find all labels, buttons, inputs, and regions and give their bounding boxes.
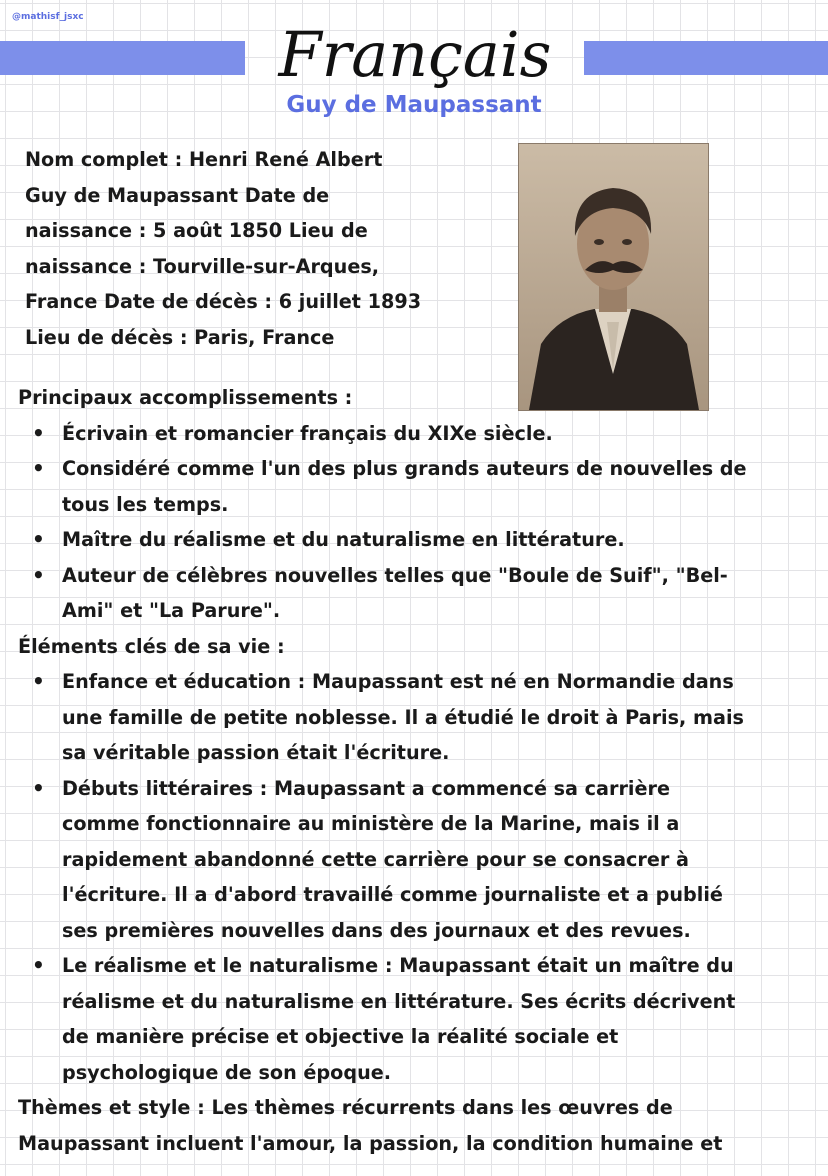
- life-list: [18, 664, 818, 1090]
- list-item-text: de manière précise et objective la réalité sociale et: [62, 1025, 619, 1048]
- list-item-text: tous les temps.: [62, 492, 229, 516]
- page-subtitle: Guy de Maupassant: [286, 92, 542, 118]
- list-item-text: • Débuts littéraires : Maupassant a commencé sa carrière: [62, 776, 670, 800]
- bio-line: Lieu de décès : Paris, France: [25, 325, 335, 349]
- list-item-text: • Considéré comme l'un des plus grands auteurs de nouvelles de: [62, 457, 747, 480]
- bio-line: naissance : 5 août 1850 Lieu de: [25, 219, 368, 242]
- list-item: [18, 771, 818, 949]
- bio-block: [25, 142, 495, 355]
- list-item: [18, 664, 818, 771]
- list-item-text: • Maître du réalisme et du naturalisme en littérature.: [62, 528, 625, 551]
- list-item: [18, 558, 818, 629]
- portrait-photo: [518, 143, 709, 411]
- list-item-text: sa véritable passion était l'écriture.: [62, 741, 450, 764]
- list-item: [18, 416, 818, 452]
- list-item: [18, 451, 818, 522]
- themes-line: Maupassant incluent l'amour, la passion, la condition humaine et: [18, 1131, 723, 1155]
- accomplishments-list: [18, 416, 818, 629]
- list-item-text: Ami" et "La Parure".: [62, 599, 281, 622]
- themes-line: Thèmes et style : Les thèmes récurrents dans les œuvres de: [18, 1096, 673, 1119]
- accomplishments-heading: Principaux accomplissements :: [18, 386, 353, 409]
- list-item-text: • Le réalisme et le naturalisme : Maupassant était un maître du: [62, 954, 734, 977]
- list-item: [18, 522, 818, 558]
- bio-line: Guy de Maupassant Date de: [25, 183, 330, 207]
- bio-line: France Date de décès : 6 juillet 1893: [25, 290, 422, 313]
- list-item-text: rapidement abandonné cette carrière pour se consacrer à: [62, 847, 689, 871]
- list-item: [18, 948, 818, 1090]
- list-item-text: ses premières nouvelles dans des journaux et des revues.: [62, 918, 691, 942]
- list-item-text: psychologique de son époque.: [62, 1060, 392, 1084]
- author-handle: @mathisf_jsxc: [12, 12, 84, 22]
- page-title: Français: [278, 18, 552, 91]
- bio-line: Nom complet : Henri René Albert: [25, 148, 383, 171]
- bio-line: naissance : Tourville-sur-Arques,: [25, 254, 380, 278]
- list-item-text: • Auteur de célèbres nouvelles telles que "Boule de Suif", "Bel-: [62, 563, 728, 587]
- title-band-left: [0, 41, 245, 75]
- list-item-text: • Écrivain et romancier français du XIXe siècle.: [62, 421, 553, 445]
- list-item-text: comme fonctionnaire au ministère de la Marine, mais il a: [62, 812, 680, 835]
- list-item-text: • Enfance et éducation : Maupassant est né en Normandie dans: [62, 670, 734, 693]
- title-band-right: [584, 41, 828, 75]
- life-heading: Éléments clés de sa vie :: [18, 634, 285, 658]
- main-content: [18, 380, 818, 1161]
- list-item-text: une famille de petite noblesse. Il a étudié le droit à Paris, mais: [62, 705, 744, 729]
- list-item-text: l'écriture. Il a d'abord travaillé comme journaliste et a publié: [62, 883, 723, 906]
- list-item-text: réalisme et du naturalisme en littérature. Ses écrits décrivent: [62, 989, 736, 1013]
